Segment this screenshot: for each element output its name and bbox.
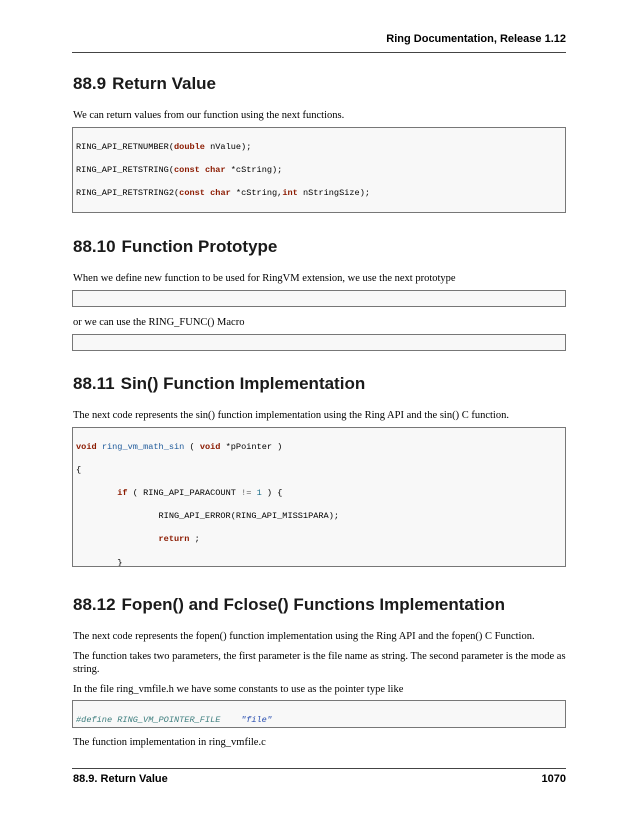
code-line-text: { xyxy=(76,464,82,475)
footer-section-ref: 88.9. Return Value xyxy=(73,773,168,785)
section-title: Fopen() and Fclose() Functions Implementation xyxy=(121,595,505,614)
paragraph-pointer-constants: In the file ring_vmfile.h we have some constants to use as the pointer type like xyxy=(73,684,404,695)
paragraph-prototype-intro: When we define new function to be used for RingVM extension, we use the next prototype xyxy=(73,273,456,284)
code-line xyxy=(76,715,565,727)
section-number: 88.9 xyxy=(73,74,107,93)
section-title: Sin() Function Implementation xyxy=(120,374,366,393)
section-title: Return Value xyxy=(112,74,217,93)
code-line xyxy=(76,142,565,154)
section-number: 88.11 xyxy=(73,374,115,393)
code-line-text: void ring_vm_math_sin ( void *pPointer ) xyxy=(76,441,283,452)
section-heading-fopen-fclose xyxy=(73,595,505,615)
code-block-return-value xyxy=(72,127,566,213)
code-line xyxy=(76,488,565,500)
footer-rule xyxy=(72,768,566,769)
section-title: Function Prototype xyxy=(121,237,278,256)
section-number: 88.12 xyxy=(73,595,116,614)
code-block-prototype xyxy=(72,290,566,307)
code-line-text: return ; xyxy=(158,534,200,545)
paragraph-fopen-params: The function takes two parameters, the first parameter is the file name as string. The second parameter is the mode as string. xyxy=(73,651,566,675)
code-line xyxy=(76,305,565,307)
code-line xyxy=(76,349,565,351)
paragraph-ring-func-macro: or we can use the RING_FUNC() Macro xyxy=(73,317,245,328)
code-line-text: } xyxy=(76,557,123,567)
code-line xyxy=(76,465,565,477)
code-line-text xyxy=(76,305,282,307)
code-line-text: RING_API_RETSTRING(const char *cString); xyxy=(76,164,283,175)
code-line-text xyxy=(76,211,231,213)
code-block-sin xyxy=(72,427,566,567)
paragraph-implementation-file: The function implementation in ring_vmfile.c xyxy=(73,737,266,748)
code-line-text: RING_API_RETSTRING2(const char *cString,int nStringSize); xyxy=(76,187,371,198)
footer-page-number: 1070 xyxy=(541,773,566,785)
code-line-text: #define RING_VM_POINTER_FILE "file" xyxy=(76,714,272,725)
code-line-text: RING_API_RETNUMBER(double nValue); xyxy=(76,141,252,152)
code-line-text xyxy=(76,349,220,351)
code-line xyxy=(76,165,565,177)
paragraph-sin-intro: The next code represents the sin() function implementation using the Ring API and the sin() C function. xyxy=(73,410,509,421)
code-line xyxy=(76,534,565,546)
code-line-text: if ( RING_API_PARACOUNT != 1 ) { xyxy=(117,487,283,498)
code-line xyxy=(76,188,565,200)
code-block-defines xyxy=(72,700,566,728)
running-header-title: Ring Documentation, Release 1.12 xyxy=(386,33,566,45)
paragraph-return-intro: We can return values from our function using the next functions. xyxy=(73,110,345,121)
paragraph-fopen-intro: The next code represents the fopen() function implementation using the Ring API and the fopen() C Function. xyxy=(73,631,535,642)
code-line-text: RING_API_ERROR(RING_API_MISS1PARA); xyxy=(76,511,340,522)
code-line xyxy=(76,442,565,454)
section-heading-return-value xyxy=(73,74,216,94)
header-rule xyxy=(72,52,566,53)
code-line xyxy=(76,558,565,567)
code-block-ring-func xyxy=(72,334,566,351)
section-heading-function-prototype xyxy=(73,237,277,257)
code-line xyxy=(76,511,565,523)
section-heading-sin-implementation xyxy=(73,374,365,394)
code-line xyxy=(76,211,565,213)
section-number: 88.10 xyxy=(73,237,116,256)
